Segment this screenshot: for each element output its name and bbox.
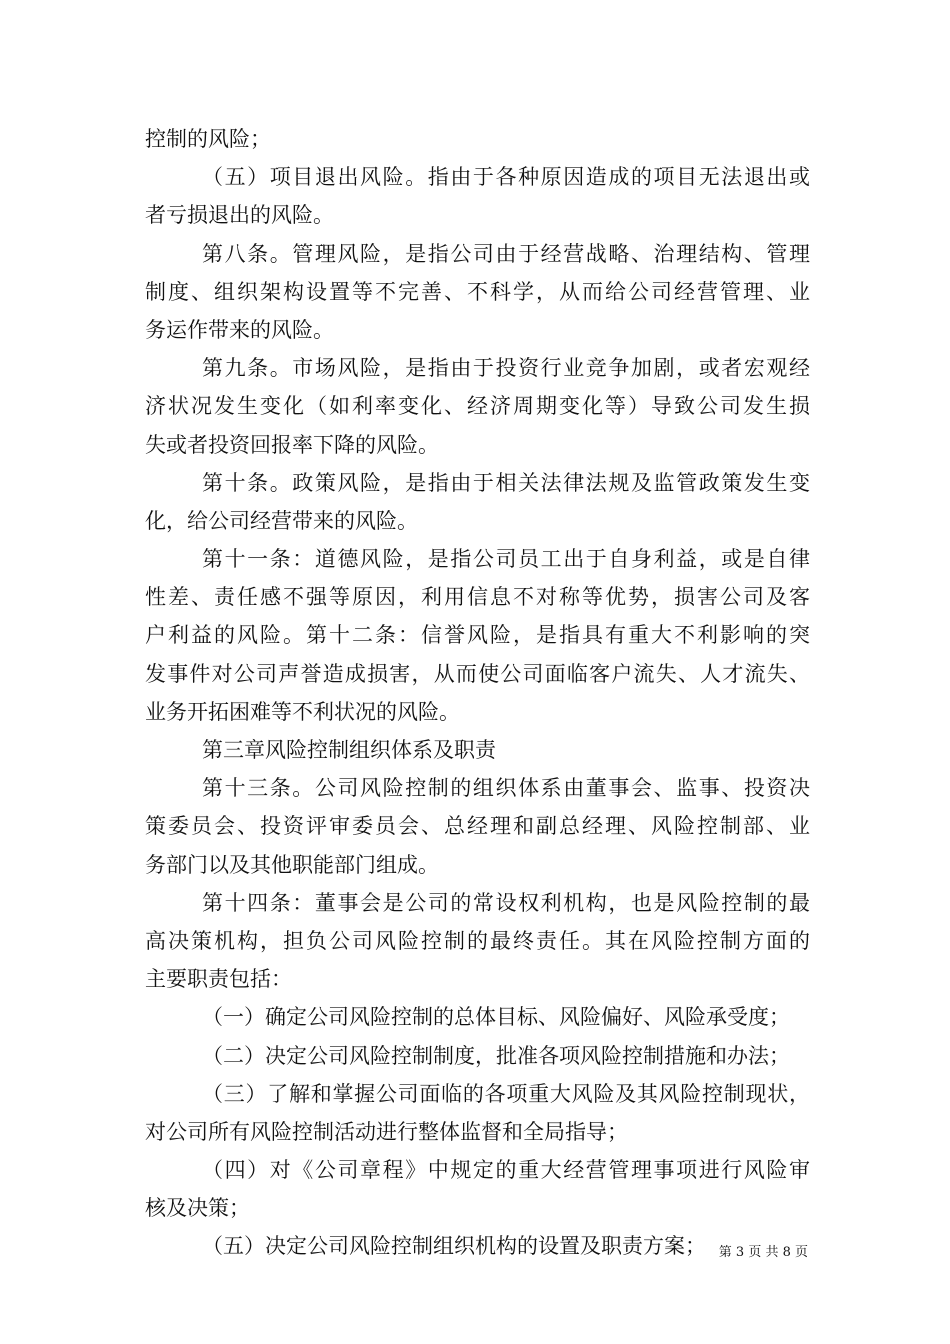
text-line: （三）了解和掌握公司面临的各项重大风险及其风险控制现状， (202, 1081, 810, 1106)
text-line: 务部门以及其他职能部门组成。 (145, 852, 439, 877)
text-line: （五）决定公司风险控制组织机构的设置及职责方案； (202, 1234, 706, 1259)
text-line: 控制的风险； (145, 127, 271, 151)
document-body (145, 120, 810, 1266)
text-line: 发事件对公司声誉造成损害，从而使公司面临客户流失、人才流失、 (145, 661, 810, 686)
text-line: 策委员会、投资评审委员会、总经理和副总经理、风险控制部、业 (145, 814, 810, 839)
text-line: 化，给公司经营带来的风险。 (145, 508, 418, 533)
text-line: 第十四条：董事会是公司的常设权利机构，也是风险控制的最 (202, 890, 810, 915)
text-line: 务运作带来的风险。 (145, 317, 334, 342)
text-line: 性差、责任感不强等原因，利用信息不对称等优势，损害公司及客 (145, 585, 810, 610)
text-line: 制度、组织架构设置等不完善、不科学，从而给公司经营管理、业 (145, 279, 810, 304)
text-line: 第十一条：道德风险，是指公司员工出于自身利益，或是自律 (202, 547, 810, 572)
text-line: （五）项目退出风险。指由于各种原因造成的项目无法退出或 (202, 165, 810, 190)
text-line: 主要职责包括： (145, 967, 292, 992)
text-line: 高决策机构，担负公司风险控制的最终责任。其在风险控制方面的 (145, 928, 810, 953)
text-line: 第十三条。公司风险控制的组织体系由董事会、监事、投资决 (202, 776, 810, 801)
text-line: 失或者投资回报率下降的风险。 (145, 432, 439, 457)
text-line: 者亏损退出的风险。 (145, 203, 334, 228)
text-line: 户利益的风险。第十二条：信誉风险，是指具有重大不利影响的突 (145, 623, 810, 648)
text-line: 对公司所有风险控制活动进行整体监督和全局指导； (145, 1119, 628, 1144)
text-line: 业务开拓困难等不利状况的风险。 (145, 699, 460, 724)
text-line: 第九条。市场风险，是指由于投资行业竞争加剧，或者宏观经 (202, 356, 810, 381)
text-line: 第八条。管理风险，是指公司由于经营战略、治理结构、管理 (202, 241, 810, 266)
text-line: （二）决定公司风险控制制度，批准各项风险控制措施和办法； (202, 1043, 790, 1068)
chapter-heading: 第三章风险控制组织体系及职责 (202, 738, 496, 762)
text-line: （一）确定公司风险控制的总体目标、风险偏好、风险承受度； (202, 1005, 790, 1030)
page-number: 第 3 页 共 8 页 (718, 1245, 808, 1260)
text-line: 核及决策； (145, 1196, 250, 1221)
text-line: （四）对《公司章程》中规定的重大经营管理事项进行风险审 (202, 1158, 810, 1183)
text-line: 济状况发生变化（如利率变化、经济周期变化等）导致公司发生损 (145, 394, 810, 419)
text-line: 第十条。政策风险，是指由于相关法律法规及监管政策发生变 (202, 470, 810, 495)
